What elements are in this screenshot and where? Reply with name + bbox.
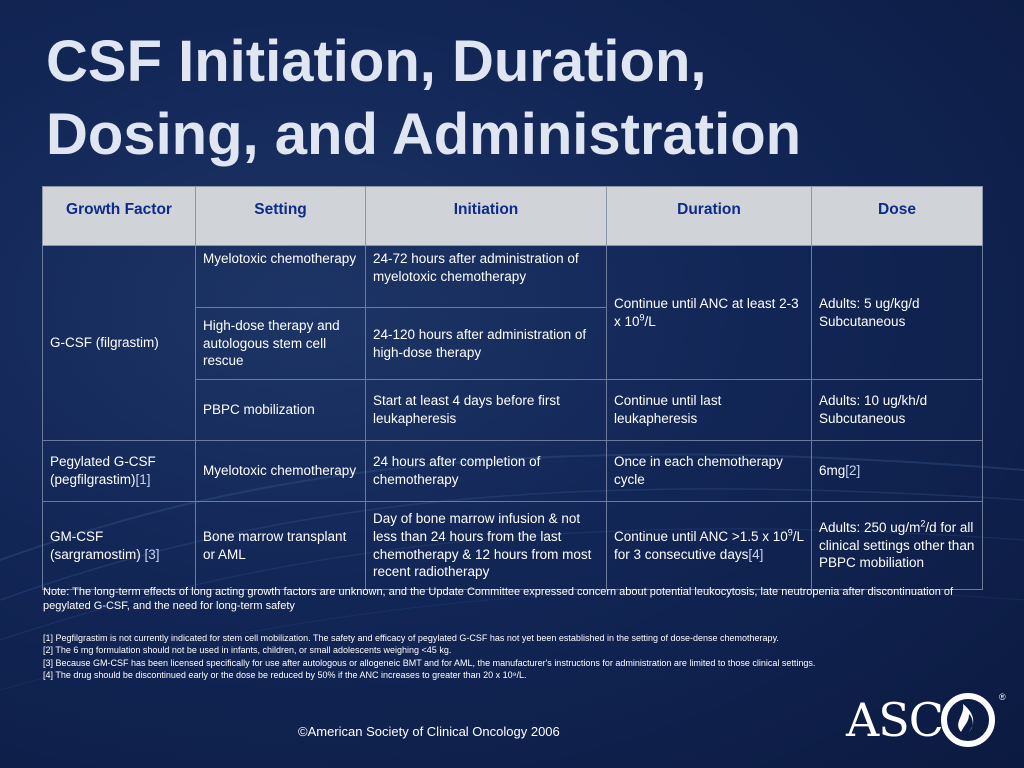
header-setting: Setting [196,187,366,246]
table-row [43,246,983,308]
gm-duration-rest: /L for 3 consecutive days [614,528,804,562]
header-duration: Duration [607,187,812,246]
slide-title [46,26,986,171]
table-row [43,441,983,502]
gcsf-dose-3: Adults: 10 ug/kh/d Subcutaneous [812,380,983,441]
table-note: Note: The long-term effects of long acting growth factors are unknown, and the Update Committee expressed concern about potential leukocytosis, late neutropenia after discontinuation of pegylated G-CSF, and the need for long-term safety [43,586,954,612]
peg-setting: Myelotoxic chemotherapy [196,441,366,502]
footnote-4: [4] The drug should be discontinued early or the dose be reduced by 50% if the ANC increases to greater than 20 x 10⁹/L. [43,670,527,681]
logo-text: ASC [846,693,943,747]
gcsf-duration-shared [607,246,812,380]
footnote-2: [2] The 6 mg formulation should not be used in infants, children, or small adolescents weighing <45 kg. [43,645,452,656]
gcsf-setting-1: Myelotoxic chemotherapy [196,246,366,308]
gm-dose-rest: /d for all clinical settings other than PBPC mobiliation [819,520,975,571]
gm-duration-ref-link[interactable]: [4] [748,546,764,562]
header-initiation: Initiation [366,187,607,246]
table-row [43,502,983,590]
gcsf-duration-text: Continue until ANC at least 2-3 x 10 [614,295,799,329]
footnotes [43,632,973,682]
gcsf-initiation-3: Start at least 4 days before first leukapheresis [366,380,607,441]
gcsf-initiation-2: 24-120 hours after administration of high-dose therapy [366,308,607,380]
registered-mark: ® [999,692,1006,702]
gcsf-setting-2: High-dose therapy and autologous stem cell rescue [196,308,366,380]
gcsf-duration-3: Continue until last leukapheresis [607,380,812,441]
header-dose: Dose [812,187,983,246]
gcsf-duration-exp: 9 [639,312,645,322]
gcsf-dose-shared: Adults: 5 ug/kg/d Subcutaneous [812,246,983,380]
gm-name-cell [43,502,196,590]
gcsf-setting-3: PBPC mobilization [196,380,366,441]
table-header-row [43,187,983,246]
csf-table [42,186,983,590]
gm-duration-exp: 9 [787,527,793,538]
footnote-1: [1] Pegfilgrastim is not currently indicated for stem cell mobilization. The safety and efficacy of pegylated G-CSF has not yet been established in the setting of dose-dense chemotherapy. [43,633,779,643]
peg-initiation: 24 hours after completion of chemotherapy [366,441,607,502]
gm-dose-cell [812,502,983,590]
gm-ref-link[interactable]: [3] [144,546,160,562]
gcsf-name: G-CSF (filgrastim) [50,335,159,351]
gm-duration-text: Continue until ANC >1.5 x 10 [614,528,788,544]
slide-title-line2: Dosing, and Administration [46,101,802,167]
footnote-3: [3] Because GM-CSF has been licensed specifically for use after autologous or allogeneic BMT and for AML, the manufacturer's instructions for administration are limited to those clinical settings. [43,657,816,668]
flame-o-icon [939,692,997,748]
gm-name: GM-CSF (sargramostim) [50,528,145,562]
peg-dose-cell [812,441,983,502]
header-growth-factor: Growth Factor [43,187,196,246]
gm-initiation: Day of bone marrow infusion & not less than 24 hours from the last chemotherapy & 12 hours from most recent radiotherapy [366,502,607,590]
peg-dose-ref-link[interactable]: [2] [845,463,861,479]
peg-ref-link[interactable]: [1] [135,472,151,487]
peg-name-cell [43,441,196,502]
asco-logo [846,690,1011,750]
gcsf-name-cell [43,246,196,441]
gcsf-duration-unit: /L [644,313,656,329]
peg-duration: Once in each chemotherapy cycle [607,441,812,502]
gm-setting: Bone marrow transplant or AML [196,502,366,590]
gcsf-initiation-1: 24-72 hours after administration of myelotoxic chemotherapy [366,246,607,308]
slide-title-line1: CSF Initiation, Duration, [46,29,707,94]
peg-dose: 6mg [819,463,846,479]
copyright-text: ©American Society of Clinical Oncology 2006 [298,724,560,739]
gm-dose-text: Adults: 250 ug/m [819,520,921,536]
peg-name: Pegylated G-CSF (pegfilgrastim) [50,454,156,487]
gm-duration-cell [607,502,812,590]
gm-dose-exp: 2 [920,518,926,529]
